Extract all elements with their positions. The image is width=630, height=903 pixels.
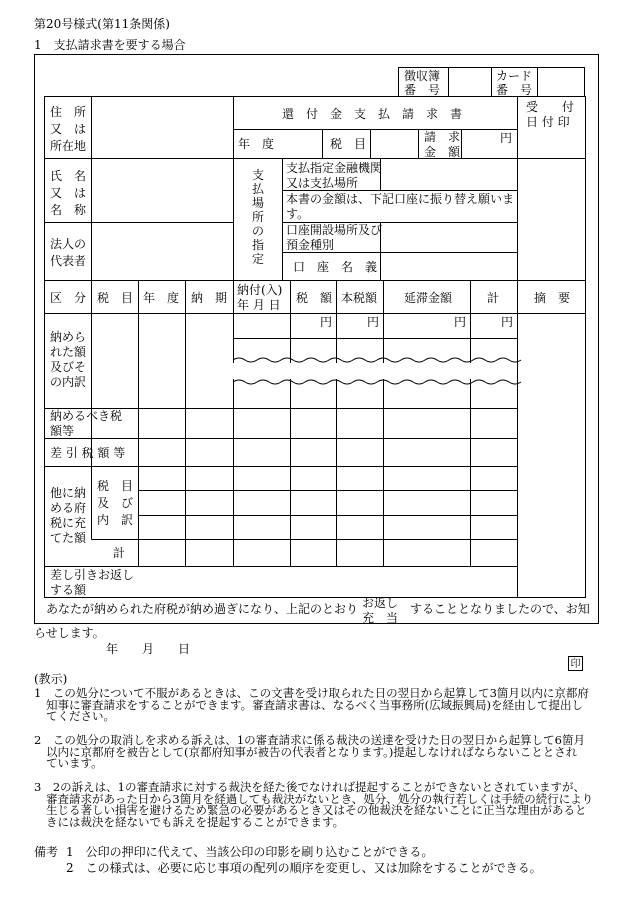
instruction-1-line-3: てください。	[46, 709, 115, 723]
col-late-fee: 延滞金額	[404, 291, 453, 305]
card-label: カード	[496, 69, 533, 83]
bank-label-2: 又は支払場所	[286, 176, 359, 190]
col-year: 年 度	[143, 291, 180, 305]
instruction-2-line-3: ています。	[46, 756, 103, 770]
section-title: 1 支払請求書を要する場合	[34, 38, 186, 52]
yen-main: 円	[367, 315, 380, 329]
other-label-4: てた額	[50, 531, 87, 545]
form-title: 還 付 金 支 払 請 求 書	[282, 107, 463, 121]
rep-label-1: 法人の	[50, 237, 87, 251]
address-label-1: 住 所	[50, 105, 87, 119]
notice-text-3: らせします。	[34, 626, 105, 640]
yen-tax: 円	[320, 315, 333, 329]
other-label-3: 税に充	[50, 516, 87, 530]
claim-amount-label-2: 金 額	[424, 145, 461, 159]
instructions-heading: (教示)	[34, 672, 68, 686]
instruction-2	[34, 735, 630, 770]
instruction-3	[34, 782, 630, 828]
sum-label: 計	[113, 546, 126, 560]
name-label-1: 氏 名	[50, 169, 87, 183]
yen-late: 円	[454, 315, 467, 329]
item-label-2: 及 び	[97, 496, 134, 510]
name-label-2: 又 は	[50, 186, 87, 200]
notice-date: 年 月 日	[106, 642, 191, 656]
yen-total: 円	[501, 315, 514, 329]
instruction-3-line-3: 生じる著しい損害を避けるため緊急の必要があるとき又はその他裁決を経ないことに正当な理由があると	[46, 803, 587, 817]
collection-book-label: 徴収簿	[404, 69, 441, 83]
account-label-2: 預金種別	[286, 238, 335, 252]
paid-detail-label-4: の内訳	[50, 375, 87, 389]
instruction-3-line-1: 3 2の訴えは、1の審査請求に対する裁決を経た後でなければ提起することができないとされていますが、	[34, 780, 585, 794]
reception-label-2: 日 付 印	[526, 115, 570, 129]
instruction-1-line-1: 1 この処分について不服があるときは、この文書を受け取られた日の翌日から起算して3箇月以内に京都府	[34, 686, 589, 700]
other-label-1: 他に納	[50, 486, 87, 500]
col-tax-item: 税 目	[97, 291, 134, 305]
instruction-3-line-2: 審査請求があった日から3箇月を経過しても裁決がないとき、処分、処分の執行若しくは手続の続行により	[46, 791, 594, 806]
notice-text-2: することとなりましたので、お知	[410, 602, 590, 616]
col-period: 納 期	[191, 291, 228, 305]
col-paid-date-1: 納付(入)	[237, 283, 283, 297]
account-label-1: 口座開設場所及び	[286, 223, 383, 237]
year-label: 年 度	[238, 137, 275, 151]
address-label-3: 所在地	[50, 139, 87, 153]
reception-label-1: 受 付	[526, 100, 575, 114]
instruction-2-line-1: 2 この処分の取消しを求める訴えは、1の審査請求に係る裁決の送達を受けた日の翌日から起算して6箇月	[34, 733, 585, 747]
remark-2: 2 この様式は、必要に応じ事項の配列の順序を変更し、又は加除をすることができる。	[66, 861, 542, 875]
instruction-3-line-4: きには裁決を経ないでも訴えを提起することができます。	[46, 814, 345, 829]
form-number: 第20号様式(第11条関係)	[34, 17, 170, 31]
transfer-text-1: 本書の金額は、下記口座に振り替え願いま	[286, 192, 515, 206]
other-label-2: める府	[50, 501, 87, 515]
paid-detail-label-1: 納めら	[50, 330, 87, 344]
notice-text-1: あなたが納められた府税が納め過ぎになり、上記のとおり	[46, 602, 359, 616]
paid-detail-label-2: れた額	[50, 345, 87, 359]
payment-designation-label: 支払場所の指定	[251, 168, 264, 266]
instruction-1	[34, 688, 630, 723]
col-remarks: 摘 要	[534, 291, 571, 305]
col-paid-date-2: 年 月 日	[237, 298, 281, 312]
bank-label-1: 支払指定金融機関	[286, 161, 383, 175]
instruction-2-line-2: 以内に京都府を被告として(京都府知事が被告の代表者となります。)提起しなければならないこととされ	[46, 744, 578, 759]
name-label-3: 名 称	[50, 203, 87, 217]
notice-option-refund: お返し	[362, 596, 399, 610]
claim-yen: 円	[500, 131, 513, 145]
notice-option-apply: 充 当	[362, 611, 399, 625]
refund-label-1: 差し引きお返し	[50, 568, 135, 582]
col-main-tax: 本税額	[341, 291, 378, 305]
refund-label-2: する額	[50, 583, 87, 597]
due-label-1: 納めるべき税	[50, 409, 123, 423]
remark-1: 1 公印の押印に代えて、当該公印の印影を刷り込むことができる。	[66, 845, 434, 859]
col-category: 区 分	[50, 291, 87, 305]
address-label-2: 又 は	[50, 122, 87, 136]
col-tax-amount: 税 額	[296, 291, 333, 305]
account-holder-label: 口 座 名 義	[293, 260, 378, 274]
instruction-1-line-2: 知事に審査請求をすることができます。審査請求書は、なるべく当事務所(広域振興局)を経由して提出し	[46, 697, 584, 712]
remarks-label: 備考	[34, 845, 59, 859]
due-label-2: 額等	[50, 424, 75, 438]
card-label-2: 番 号	[496, 83, 533, 97]
difference-label: 差 引 税 額 等	[50, 446, 126, 460]
paid-detail-label-3: 及びそ	[50, 360, 87, 374]
col-total: 計	[487, 291, 500, 305]
item-label-3: 内 訳	[97, 513, 134, 527]
rep-label-2: 代表者	[50, 254, 87, 268]
seal-mark: 印	[568, 656, 583, 671]
tax-item-label: 税 目	[330, 137, 367, 151]
transfer-text-2: す。	[286, 207, 310, 221]
collection-book-label-2: 番 号	[404, 83, 441, 97]
claim-amount-label-1: 請 求	[424, 130, 461, 144]
item-label-1: 税 目	[97, 479, 134, 493]
